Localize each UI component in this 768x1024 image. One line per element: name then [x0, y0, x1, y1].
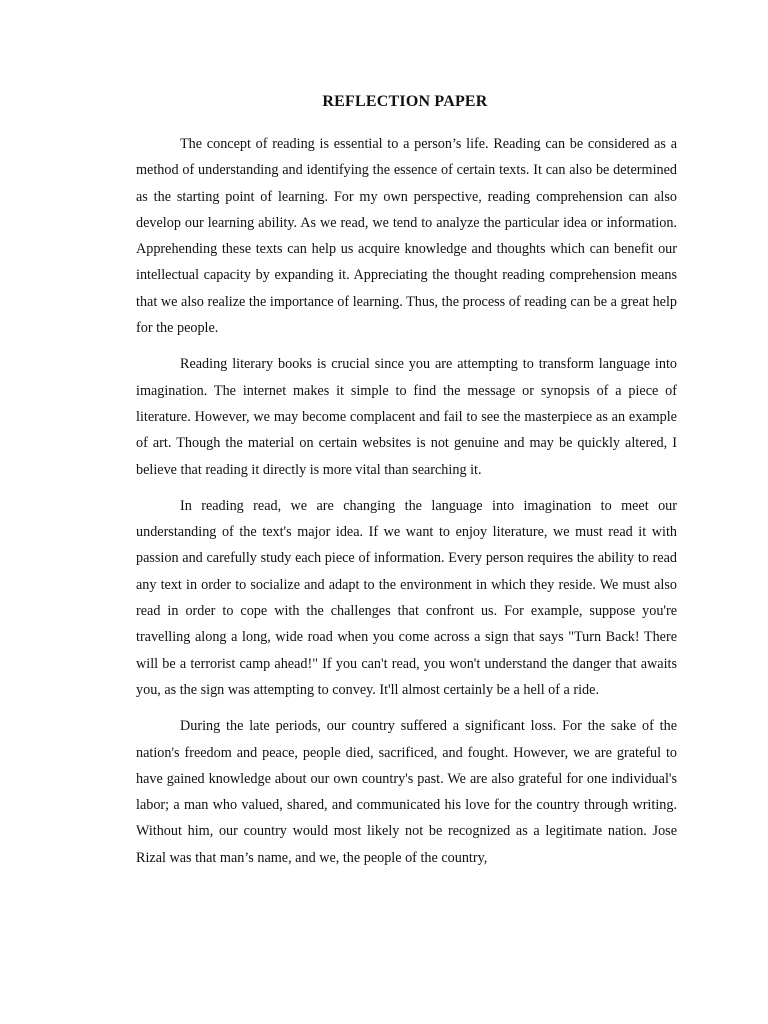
document-body: [136, 131, 677, 881]
paragraph-2: Reading literary books is crucial since you are attempting to transform language into imagination. The internet makes it simple to find the message or synopsis of a piece of literature. However, we may become complacent and fail to see the masterpiece as an example of art. Though the material on certain websites is not genuine and may be quickly altered, I believe that reading it directly is more vital than searching it.: [136, 356, 677, 478]
document-title: REFLECTION PAPER: [322, 93, 488, 110]
paragraph-1: The concept of reading is essential to a person’s life. Reading can be considered as a method of understanding and identifying the essence of certain texts. It can also be determined as the starting point of learning. For my own perspective, reading comprehension can also develop our learning ability. As we read, we tend to analyze the particular idea or information. Apprehending these texts can help us acquire knowledge and thoughts which can benefit our intellectual capacity by expanding it. Appreciating the thought reading comprehension means that we also realize the importance of learning. Thus, the process of reading can be a great help for the people.: [136, 136, 677, 337]
paragraph-4: During the late periods, our country suffered a significant loss. For the sake of the nation's freedom and peace, people died, sacrificed, and fought. However, we are grateful to have gained knowledge about our own country's past. We are also grateful for one individual's labor; a man who valued, shared, and communicated his love for the country through writing. Without him, our country would most likely not be recognized as a legitimate nation. Jose Rizal was that man’s name, and we, the people of the country,: [136, 718, 677, 866]
paragraph-3: In reading read, we are changing the language into imagination to meet our understanding of the text's major idea. If we want to enjoy literature, we must read it with passion and carefully study each piece of information. Every person requires the ability to read any text in order to socialize and adapt to the environment in which they reside. We must also read in order to cope with the challenges that confront us. For example, suppose you're travelling along a long, wide road when you come across a sign that says "Turn Back! There will be a terrorist camp ahead!" If you can't read, you won't understand the danger that awaits you, as the sign was attempting to convey. It'll almost certainly be a hell of a ride.: [136, 497, 677, 698]
